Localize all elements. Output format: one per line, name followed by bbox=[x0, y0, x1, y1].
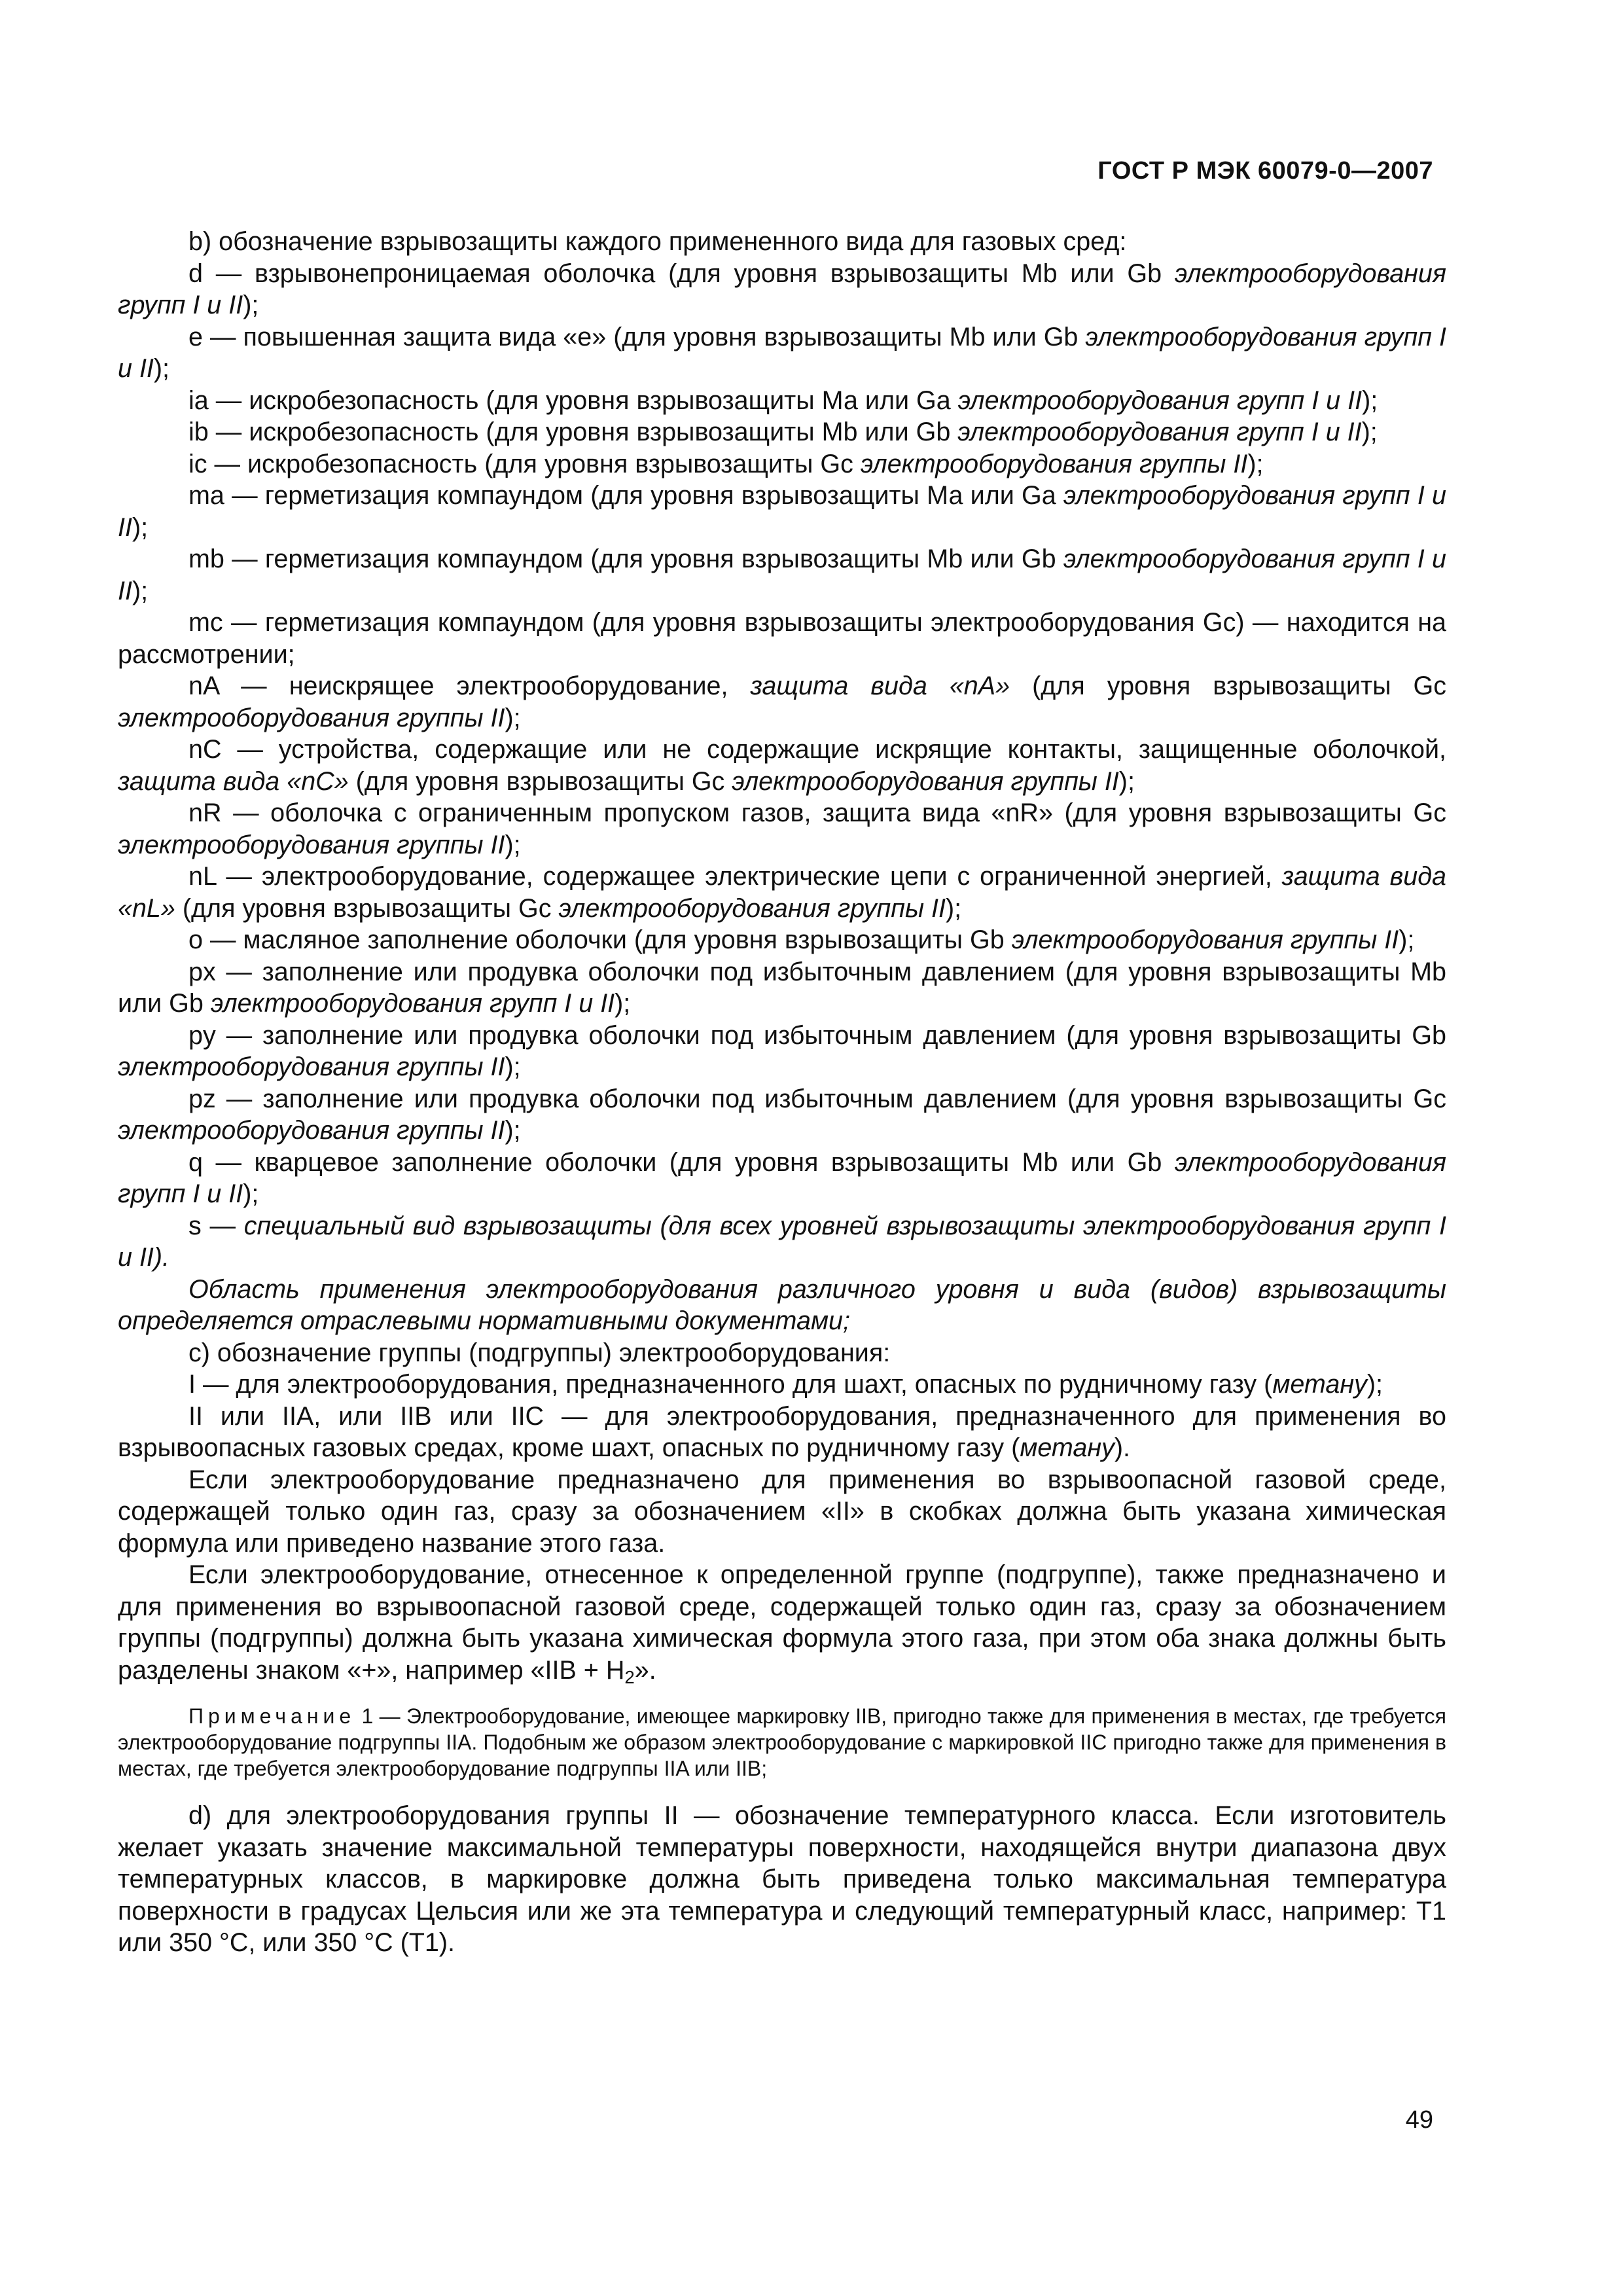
text-run: ); bbox=[1362, 386, 1378, 415]
paragraph bbox=[118, 385, 1446, 417]
text-run: Если электрооборудование, отнесенное к определенной группе (подгруппе), также предназначено и для применения во взрывоопасной газовой среде, содержащей только один газ, сразу за обозначением группы (подгруппы) должна быть указана химическая формула этого газа, при этом оба знака должны быть разделены знаком «+», например «IIB + H bbox=[118, 1560, 1446, 1685]
text-run: ». bbox=[634, 1655, 656, 1685]
text-run: ); bbox=[243, 1179, 259, 1208]
document-header: ГОСТ Р МЭК 60079-0—2007 bbox=[1097, 157, 1433, 185]
paragraph bbox=[118, 1800, 1446, 1959]
text-run: ); bbox=[946, 893, 962, 923]
text-run: d — взрывонепроницаемая оболочка (для уровня взрывозащиты Mb или Gb bbox=[188, 259, 1175, 288]
text-run: (для уровня взрывозащиты Gc bbox=[1010, 672, 1446, 700]
paragraph bbox=[118, 1337, 1446, 1369]
text-run: ib — искробезопасность (для уровня взрывозащиты Mb или Gb bbox=[188, 418, 958, 446]
text-run: ); bbox=[1118, 766, 1135, 796]
italic-text: электрооборудования групп I и II bbox=[957, 386, 1363, 415]
paragraph bbox=[118, 1369, 1446, 1401]
italic-text: электрооборудования групп I и II bbox=[118, 1147, 1446, 1208]
text-run: ); bbox=[1366, 1370, 1383, 1399]
paragraph bbox=[118, 321, 1446, 385]
text-run: о — масляное заполнение оболочки (для уровня взрывозащиты Gb bbox=[188, 925, 1012, 954]
text-run: nA — неискрящее электрооборудование, bbox=[188, 672, 751, 700]
text-run: ); bbox=[505, 1116, 521, 1145]
text-run: (для уровня взрывозащиты Gc bbox=[175, 893, 559, 923]
italic-text: электрооборудования групп I и II bbox=[118, 259, 1446, 319]
italic-text: электрооборудования групп I и II bbox=[210, 989, 615, 1018]
text-run: pz — заполнение или продувка оболочки под избыточным давлением (для уровня взрывозащиты Gc bbox=[188, 1084, 1446, 1113]
paragraph bbox=[118, 448, 1446, 480]
italic-text: электрооборудования группы II bbox=[732, 766, 1119, 796]
text-run: ); bbox=[1361, 418, 1378, 446]
paragraph bbox=[118, 1559, 1446, 1686]
text-run: d) для электрооборудования группы II — обозначение температурного класса. Если изготовитель желает указать значение максимальной температуры поверхности, находящейся внутри диапазона двух температурных классов, в маркировке должна быть приведена только максимальная температура поверхности в градусах Цельсия или же эта температура и следующий температурный класс, например: Т1 или 350 °С, или 350 °С (Т1). bbox=[118, 1801, 1446, 1957]
text-run: mc — герметизация компаундом (для уровня взрывозащиты электрооборудования Gc) — находится на рассмотрении; bbox=[118, 608, 1446, 669]
text-run: px — заполнение или продувка оболочки под избыточным давлением (для уровня взрывозащиты Mb или Gb bbox=[118, 957, 1446, 1018]
text-run: (для уровня взрывозащиты Gc bbox=[348, 766, 732, 796]
text-run: ). bbox=[1114, 1433, 1130, 1462]
italic-text: электрооборудования группы II bbox=[118, 830, 505, 859]
text-run: ); bbox=[615, 989, 631, 1018]
text-run: ic — искробезопасность (для уровня взрывозащиты Gc bbox=[188, 449, 861, 478]
paragraph bbox=[118, 226, 1446, 258]
italic-text: электрооборудования групп I и II bbox=[118, 545, 1446, 605]
paragraph bbox=[118, 1083, 1446, 1147]
text-run: I — для электрооборудования, предназначенного для шахт, опасных по рудничному газу ( bbox=[188, 1370, 1273, 1399]
italic-text: защита вида «nC» bbox=[118, 766, 349, 796]
paragraph bbox=[118, 956, 1446, 1020]
text-run: nR — оболочка с ограниченным пропуском газов, защита вида «nR» (для уровня взрывозащиты Gc bbox=[188, 798, 1446, 827]
paragraph bbox=[118, 1464, 1446, 1560]
paragraph bbox=[118, 607, 1446, 670]
final-paragraph bbox=[118, 1800, 1446, 1959]
italic-text: электрооборудования группы II bbox=[860, 449, 1248, 478]
paragraph bbox=[118, 924, 1446, 956]
subscript: 2 bbox=[624, 1666, 635, 1687]
italic-text: электрооборудования групп I и II bbox=[118, 481, 1446, 542]
text-run: nL — электрооборудование, содержащее электрические цепи с ограниченной энергией, bbox=[188, 862, 1282, 891]
text-run: ); bbox=[505, 703, 521, 732]
text-run: Если электрооборудование предназначено для применения во взрывоопасной газовой среде, содержащей только один газ, сразу за обозначением «II» в скобках должна быть указана химическая формула или приведено название этого газа. bbox=[118, 1465, 1446, 1558]
paragraph bbox=[118, 670, 1446, 734]
italic-text: электрооборудования групп I и II bbox=[957, 418, 1362, 446]
italic-text: защита вида «nL» bbox=[118, 862, 1446, 923]
note-label: Примечание bbox=[188, 1704, 356, 1728]
paragraph bbox=[118, 1274, 1446, 1337]
italic-text: электрооборудования группы II bbox=[1011, 925, 1399, 954]
text-run: q — кварцевое заполнение оболочки (для уровня взрывозащиты Mb или Gb bbox=[188, 1147, 1175, 1177]
italic-text: Область применения электрооборудования различного уровня и вида (видов) взрывозащиты определяется отраслевыми нормативными документами; bbox=[118, 1274, 1446, 1335]
paragraph bbox=[118, 543, 1446, 607]
paragraph bbox=[118, 1210, 1446, 1274]
text-run: mb — герметизация компаундом (для уровня взрывозащиты Mb или Gb bbox=[188, 545, 1063, 573]
text-run: nC — устройства, содержащие или не содержащие искрящие контакты, защищенные оболочкой, bbox=[188, 735, 1446, 764]
text-run: ); bbox=[1399, 925, 1415, 954]
italic-text: метану bbox=[1272, 1370, 1367, 1399]
text-run: ); bbox=[153, 354, 170, 383]
paragraph-list bbox=[118, 226, 1446, 1686]
paragraph bbox=[118, 1147, 1446, 1210]
italic-text: электрооборудования группы II bbox=[118, 1116, 505, 1145]
paragraph bbox=[118, 258, 1446, 321]
note bbox=[118, 1703, 1446, 1782]
text-run: ); bbox=[132, 512, 149, 542]
paragraph bbox=[118, 1020, 1446, 1083]
italic-text: метану bbox=[1020, 1433, 1115, 1462]
italic-text: электрооборудования группы II bbox=[118, 703, 505, 732]
text-run: ); bbox=[505, 1052, 521, 1081]
page-number: 49 bbox=[1405, 2106, 1433, 2134]
note-text: 1 — Электрооборудование, имеющее маркировку IIB, пригодно также для применения в местах, где требуется электрооборудование подгруппы IIA. Подобным же образом электрооборудование с маркировкой IIC пригодно также для применения в местах, где требуется электрооборудование подгруппы IIA или IIB; bbox=[118, 1704, 1446, 1780]
text-run: s — bbox=[188, 1211, 244, 1240]
paragraph bbox=[118, 734, 1446, 797]
text-run: b) обозначение взрывозащиты каждого примененного вида для газовых сред: bbox=[188, 227, 1127, 256]
text-run: ia — искробезопасность (для уровня взрывозащиты Ма или Ga bbox=[188, 386, 958, 415]
text-run: ); bbox=[132, 576, 149, 605]
text-run: ); bbox=[243, 291, 259, 319]
italic-text: электрооборудования группы II bbox=[558, 893, 946, 923]
text-run: с) обозначение группы (подгруппы) электрооборудования: bbox=[188, 1338, 891, 1367]
document-body bbox=[118, 226, 1446, 1959]
text-run: е — повышенная защита вида «е» (для уровня взрывозащиты Mb или Gb bbox=[188, 322, 1086, 351]
italic-text: защита вида «nA» bbox=[750, 672, 1010, 700]
paragraph bbox=[118, 797, 1446, 861]
text-run: ); bbox=[1247, 449, 1264, 478]
paragraph bbox=[118, 861, 1446, 924]
italic-text: специальный вид взрывозащиты (для всех уровней взрывозащиты электрооборудования групп I и II). bbox=[118, 1211, 1447, 1272]
italic-text: электрооборудования группы II bbox=[118, 1052, 505, 1081]
text-run: py — заполнение или продувка оболочки под избыточным давлением (для уровня взрывозащиты Gb bbox=[188, 1020, 1446, 1050]
paragraph bbox=[118, 480, 1446, 543]
paragraph bbox=[118, 1401, 1446, 1464]
italic-text: электрооборудования групп I и II bbox=[118, 322, 1446, 383]
text-run: ma — герметизация компаундом (для уровня взрывозащиты Ма или Ga bbox=[188, 481, 1063, 510]
text-run: II или IIA, или IIB или IIC — для электрооборудования, предназначенного для применения во взрывоопасных газовых средах, кроме шахт, опасных по рудничному газу ( bbox=[118, 1401, 1446, 1462]
text-run: ); bbox=[505, 830, 521, 859]
paragraph bbox=[118, 416, 1446, 448]
